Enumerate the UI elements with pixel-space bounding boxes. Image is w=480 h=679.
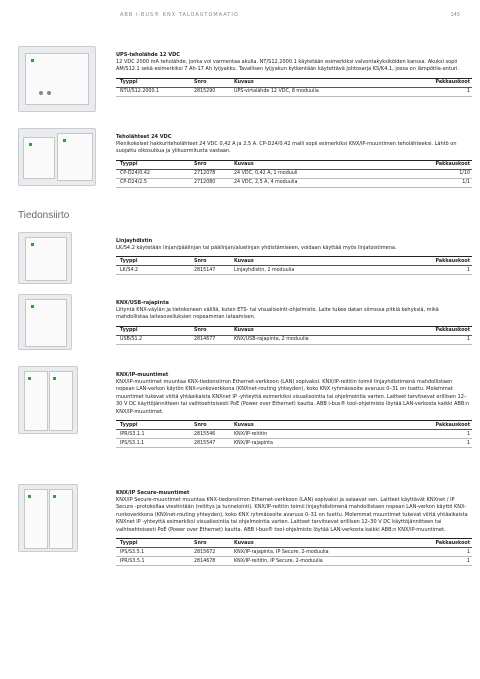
col-desc: Kuvaus [232, 421, 359, 430]
product-title: KNX/IP Secure-muuntimet [116, 490, 190, 496]
table-row [116, 439, 472, 448]
product-table [116, 326, 472, 345]
col-code: Snro [192, 78, 232, 87]
cell-desc: KNX/IP-reititin, IP Secure, 2-moduulia [232, 557, 405, 566]
product-table [116, 78, 472, 97]
product-block-line-coupler [18, 232, 472, 282]
col-pack: Pakkauskoot [382, 257, 472, 266]
cell-pack: 1 [359, 439, 472, 448]
col-desc: Kuvaus [232, 160, 385, 169]
cell-code: 2815547 [192, 439, 232, 448]
product-description: Liityntä KNX-väylän ja tietokoneen välillä, kuten ETS- tai visualisointi-ohjelmisto. Laite tukee datan siirrossa pitkiä kehyksiä, mikä mahdollistaa laitesovelluksien nopeamman lataamisen. [116, 307, 439, 321]
cell-type: CP-D24/2.5 [116, 178, 192, 187]
cell-pack: 1 [405, 548, 472, 557]
cell-desc: KNX/IP-reititin [232, 430, 359, 439]
product-table [116, 256, 472, 275]
product-image [18, 484, 78, 552]
cell-desc: KNX/IP-rajapinta, IP Secure, 2-moduulia [232, 548, 405, 557]
cell-desc: KNX/IP-rajapinta [232, 439, 359, 448]
cell-code: 2815672 [192, 548, 232, 557]
product-block-ups [18, 46, 472, 126]
cell-pack: 1/10 [385, 169, 472, 178]
cell-code: 2712078 [192, 169, 232, 178]
col-type: Tyyppi [116, 160, 192, 169]
product-description: LK/S4.2 käytetään linjan/päälinjan tai päälinjan/aluelinjan yhdistämiseen, voidaan käyttää myös linjatoistimena. [116, 245, 397, 251]
col-code: Snro [192, 257, 232, 266]
product-title: KNX/USB-rajapinta [116, 300, 169, 306]
cell-pack: 1/1 [385, 178, 472, 187]
col-code: Snro [192, 421, 232, 430]
cell-pack: 1 [359, 430, 472, 439]
cell-type: IPS/S3.5.1 [116, 548, 192, 557]
table-row [116, 178, 472, 187]
table-row [116, 557, 472, 566]
product-table [116, 160, 472, 188]
cell-code: 2815147 [192, 266, 232, 275]
col-desc: Kuvaus [232, 78, 399, 87]
col-desc: Kuvaus [232, 257, 382, 266]
product-title: UPS-teholähde 12 VDC [116, 52, 180, 58]
cell-desc: 24 VDC, 0,42 A, 1 moduuli [232, 169, 385, 178]
table-row [116, 548, 472, 557]
col-code: Snro [192, 160, 232, 169]
cell-type: IPS/S3.1.1 [116, 439, 192, 448]
cell-type: USB/S1.2 [116, 335, 192, 344]
product-description: Pienikokoiset hakkuriteholähteet 24 VDC 0,42 A ja 2,5 A. CP-D24/0.42 malli sopii esimerkiksi KNX/IP-muuntimen teholähteeksi. Lähtö on suojattu oikosulkua ja ylikuormitusta vastaan. [116, 141, 457, 155]
page-header [120, 12, 460, 18]
col-desc: Kuvaus [232, 326, 393, 335]
cell-desc: UPS-virtalähde 12 VDC, 8 moduulia [232, 87, 399, 96]
product-block-knx-ip-secure [18, 484, 472, 594]
col-desc: Kuvaus [232, 539, 405, 548]
col-type: Tyyppi [116, 257, 192, 266]
section-title-tiedonsiirto: Tiedonsiirto [18, 210, 70, 221]
col-type: Tyyppi [116, 326, 192, 335]
product-description: KNX/IP-muuntimet muuntaa KNX-tiedonsiirron Ethernet-verkkoon (LAN) sopivaksi. KNX/IP-reititin toimii linjayhdistimenä mahdollistaen nopean LAN-verkon käytön KNX-runkoverkkona (KNXnet-routing yhteyden), koko KNX ryhmäosoite avaruus 0–31 on tuettu. Molemmat muuntimet tukevat viittä yhtäaikaista KNXnet IP -yhteyttä esimerkiksi visualisointia tai ohjelmointia varten. Laitteet tarvitsevat erillisen 12–30 V DC käyttöjännitteen tai vaihtoehtoisesti PoE (Power over Ethernet) kautta. ABB i-bus® tool-ohjelmisto löytää LAN-verkosta kaikki ABB:n KNX/IP-muuntimet. [116, 379, 470, 415]
col-pack: Pakkauskoot [393, 326, 472, 335]
cell-type: LK/S4.2 [116, 266, 192, 275]
product-image [18, 366, 78, 434]
col-type: Tyyppi [116, 78, 192, 87]
product-description: 12 VDC 2000 mA teholähde, jonka voi varmentaa akulla. NT/S12.2000.1 käytetään esimerkiksi valvontakyksiköiden kanssa. Akuksi sopii AM/S12.1 sekä esimerkiksi 7 Ah-17 Ah lyijyakku. Tavallisen lyijyakun kytkentään käytettävä johtosarja KS/K4.1, jossa on lämpötila-anturi. [116, 59, 460, 73]
col-type: Tyyppi [116, 539, 192, 548]
cell-desc: 24 VDC, 2,5 A, 4 moduulia [232, 178, 385, 187]
product-image [18, 46, 96, 112]
product-title: Linjayhdistin [116, 238, 153, 244]
product-title: Teholähteet 24 VDC [116, 134, 172, 140]
product-table [116, 420, 472, 448]
cell-type: NTU/S12.2000.1 [116, 87, 192, 96]
product-title: KNX/IP-muuntimet [116, 372, 169, 378]
table-row [116, 169, 472, 178]
col-code: Snro [192, 539, 232, 548]
table-row [116, 87, 472, 96]
product-image [18, 128, 96, 186]
product-image [18, 294, 72, 350]
product-block-power-supply [18, 128, 472, 198]
cell-code: 2814677 [192, 335, 232, 344]
product-block-usb-interface [18, 294, 472, 354]
table-row [116, 430, 472, 439]
product-image [18, 232, 72, 284]
table-row [116, 266, 472, 275]
cell-pack: 1 [399, 87, 472, 96]
col-pack: Pakkauskoot [399, 78, 472, 87]
cell-desc: Linjayhdistin, 2 moduulia [232, 266, 382, 275]
col-pack: Pakkauskoot [405, 539, 472, 548]
cell-code: 2712080 [192, 178, 232, 187]
cell-code: 2815290 [192, 87, 232, 96]
cell-desc: KNX/USB-rajapinta, 2 moduulia [232, 335, 393, 344]
cell-pack: 1 [405, 557, 472, 566]
col-code: Snro [192, 326, 232, 335]
header-title: ABB i-BUS® KNX TALOAUTOMAATIO [120, 12, 239, 18]
cell-code: 2815546 [192, 430, 232, 439]
page-number: 145 [450, 12, 460, 18]
col-pack: Pakkauskoot [385, 160, 472, 169]
col-pack: Pakkauskoot [359, 421, 472, 430]
cell-pack: 1 [393, 335, 472, 344]
table-row [116, 335, 472, 344]
cell-type: IPR/S3.5.1 [116, 557, 192, 566]
col-type: Tyyppi [116, 421, 192, 430]
cell-type: IPR/S3.1.1 [116, 430, 192, 439]
product-description: KNX/IP Secure-muuntimet muuntaa KNX-tiedonsiirron Ethernet-verkkoon (LAN) sopivaksi ja salaavat sen. Laitteet käyttävät KNXnet / IP Secure -protokollaa viestintään (reititys ja tunnelointi). KNX/IP-reititin toimii linjayhdistimenä mahdollistaen nopean LAN-verkon käyttö KNX-runkoverkkona (KNXnet-routing yhteyden), koko KNX ryhmäosoite avaruus 0–31 on tuettu. Molemmat muuntimet tukevat viittä yhtäaikaista KNXnet IP -yhteyttä esimerkiksi visualisointia tai ohjelmointia varten. Laitteet tarvitsevat erillisen 12–30 V DC käyttöjännitteen tai vaihtoehtoisesti PoE (Power over Ethernet) kautta. ABB i-bus® tool-ohjelmisto löytää LAN-verkosta kaikki ABB:n KNX/IP-muuntimet. [116, 497, 468, 533]
cell-code: 2814678 [192, 557, 232, 566]
cell-type: CP-D24/0.42 [116, 169, 192, 178]
product-block-knx-ip [18, 366, 472, 476]
cell-pack: 1 [382, 266, 472, 275]
product-table [116, 538, 472, 566]
